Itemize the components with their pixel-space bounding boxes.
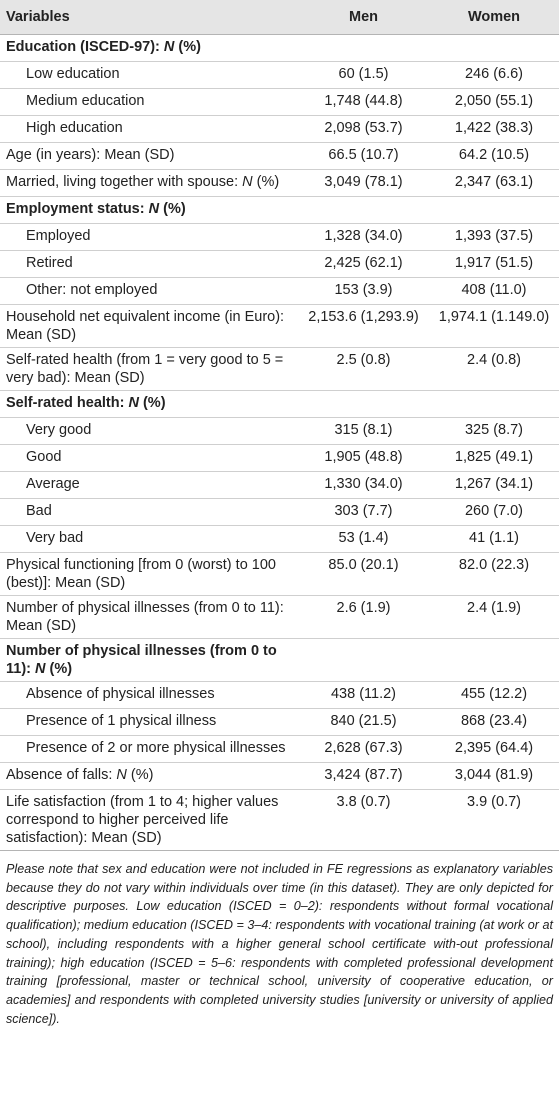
cell-women: 246 (6.6) — [429, 62, 559, 89]
row-label — [0, 736, 298, 763]
row-label-text: Life satisfaction (from 1 to 4; higher values correspond to higher perceived life satisfaction): Mean (SD) — [6, 794, 279, 846]
table-row — [0, 763, 559, 790]
row-label-italic: N — [116, 767, 127, 783]
row-label-text: Retired — [26, 255, 73, 271]
row-label-text: Self-rated health: — [6, 395, 129, 411]
cell-women: 408 (11.0) — [429, 278, 559, 305]
cell-men: 53 (1.4) — [298, 526, 429, 553]
table-row — [0, 709, 559, 736]
cell-men — [298, 197, 429, 224]
row-label — [0, 418, 298, 445]
cell-men — [298, 35, 429, 62]
cell-women — [429, 639, 559, 682]
cell-women: 3,044 (81.9) — [429, 763, 559, 790]
cell-women: 1,267 (34.1) — [429, 472, 559, 499]
cell-women: 1,393 (37.5) — [429, 224, 559, 251]
cell-women: 3.9 (0.7) — [429, 790, 559, 851]
row-label-suffix: (%) — [126, 767, 154, 783]
table-row — [0, 418, 559, 445]
row-label-suffix: (%) — [45, 661, 73, 677]
table-footnote: Please note that sex and education were not included in FE regressions as explanatory variables because they do not vary within individuals over time (in this dataset). They are only depicted for descriptive purposes. Low education (ISCED = 0–2): respondents without formal vocational qualification); medium education (ISCED = 3–4: respondents with vocational training (at work or at school), including respondents with a higher general school certificate with-out professional training); high education (ISCED = 5–6: respondents with completed professional development training [professional, master or technical school, university of cooperative education, or academies] and respondents with completed university studies [university or university of applied science]). — [6, 862, 553, 1026]
cell-men: 153 (3.9) — [298, 278, 429, 305]
row-label-text: Presence of 2 or more physical illnesses — [26, 740, 286, 756]
row-label — [0, 639, 298, 682]
table-row — [0, 526, 559, 553]
table-row — [0, 116, 559, 143]
section-row — [0, 639, 559, 682]
table-row — [0, 472, 559, 499]
row-label-text: Good — [26, 449, 62, 465]
cell-women: 455 (12.2) — [429, 682, 559, 709]
table-row — [0, 682, 559, 709]
row-label-text: Married, living together with spouse: — [6, 174, 243, 190]
row-label — [0, 472, 298, 499]
row-label — [0, 251, 298, 278]
cell-men: 3,049 (78.1) — [298, 170, 429, 197]
row-label — [0, 790, 298, 851]
table-row — [0, 790, 559, 851]
row-label-text: Physical functioning [from 0 (worst) to 100 (best)]: Mean (SD) — [6, 557, 276, 591]
cell-women: 64.2 (10.5) — [429, 143, 559, 170]
cell-men: 1,905 (48.8) — [298, 445, 429, 472]
row-label — [0, 89, 298, 116]
row-label — [0, 62, 298, 89]
header-men: Men — [298, 0, 429, 35]
table-row — [0, 251, 559, 278]
row-label — [0, 116, 298, 143]
table-row — [0, 736, 559, 763]
row-label — [0, 709, 298, 736]
table-row — [0, 348, 559, 391]
row-label — [0, 499, 298, 526]
table-row — [0, 553, 559, 596]
header-women: Women — [429, 0, 559, 35]
cell-women: 2,395 (64.4) — [429, 736, 559, 763]
cell-women: 1,825 (49.1) — [429, 445, 559, 472]
row-label-text: Bad — [26, 503, 52, 519]
row-label — [0, 143, 298, 170]
row-label — [0, 391, 298, 418]
header-variables: Variables — [0, 0, 298, 35]
cell-women: 2.4 (0.8) — [429, 348, 559, 391]
row-label — [0, 596, 298, 639]
cell-women — [429, 35, 559, 62]
cell-men: 840 (21.5) — [298, 709, 429, 736]
header-row — [0, 0, 559, 35]
row-label-text: Absence of physical illnesses — [26, 686, 215, 702]
row-label-text: Average — [26, 476, 80, 492]
cell-men: 2,628 (67.3) — [298, 736, 429, 763]
row-label-italic: N — [163, 39, 175, 55]
row-label-text: Other: not employed — [26, 282, 158, 298]
table-row — [0, 596, 559, 639]
section-row — [0, 35, 559, 62]
row-label — [0, 35, 298, 62]
cell-women: 1,974.1 (1.149.0) — [429, 305, 559, 348]
cell-women — [429, 391, 559, 418]
table-row — [0, 305, 559, 348]
row-label-italic: N — [35, 661, 46, 677]
row-label-italic: N — [148, 201, 160, 217]
row-label — [0, 526, 298, 553]
cell-women: 325 (8.7) — [429, 418, 559, 445]
row-label — [0, 170, 298, 197]
table-row — [0, 62, 559, 89]
row-label — [0, 763, 298, 790]
row-label — [0, 445, 298, 472]
cell-men — [298, 639, 429, 682]
table-row — [0, 445, 559, 472]
cell-men: 315 (8.1) — [298, 418, 429, 445]
row-label — [0, 305, 298, 348]
cell-men: 303 (7.7) — [298, 499, 429, 526]
cell-women: 1,917 (51.5) — [429, 251, 559, 278]
cell-women: 1,422 (38.3) — [429, 116, 559, 143]
cell-men: 438 (11.2) — [298, 682, 429, 709]
row-label-text: Very good — [26, 422, 92, 438]
row-label-text: Presence of 1 physical illness — [26, 713, 217, 729]
cell-men: 3.8 (0.7) — [298, 790, 429, 851]
row-label-text: Education (ISCED-97): — [6, 39, 164, 55]
table-row — [0, 89, 559, 116]
row-label-text: Number of physical illnesses (from 0 to 11): Mean (SD) — [6, 600, 284, 634]
cell-men — [298, 391, 429, 418]
row-label-text: Age (in years): Mean (SD) — [6, 147, 175, 163]
row-label-text: Household net equivalent income (in Euro): Mean (SD) — [6, 309, 285, 343]
section-row — [0, 197, 559, 224]
cell-men: 2.5 (0.8) — [298, 348, 429, 391]
cell-men: 66.5 (10.7) — [298, 143, 429, 170]
row-label-text: Employed — [26, 228, 91, 244]
row-label-text: Employment status: — [6, 201, 149, 217]
table-row — [0, 278, 559, 305]
table-row — [0, 170, 559, 197]
row-label-italic: N — [128, 395, 139, 411]
cell-men: 60 (1.5) — [298, 62, 429, 89]
cell-women — [429, 197, 559, 224]
row-label — [0, 197, 298, 224]
cell-men: 2,098 (53.7) — [298, 116, 429, 143]
cell-women: 41 (1.1) — [429, 526, 559, 553]
cell-women: 2,347 (63.1) — [429, 170, 559, 197]
cell-men: 3,424 (87.7) — [298, 763, 429, 790]
cell-men: 1,328 (34.0) — [298, 224, 429, 251]
cell-men: 1,330 (34.0) — [298, 472, 429, 499]
table-row — [0, 499, 559, 526]
row-label-text: Low education — [26, 66, 120, 82]
row-label-text: Very bad — [26, 530, 84, 546]
table-row — [0, 143, 559, 170]
cell-women: 2.4 (1.9) — [429, 596, 559, 639]
cell-men: 85.0 (20.1) — [298, 553, 429, 596]
cell-men: 2,425 (62.1) — [298, 251, 429, 278]
row-label-suffix: (%) — [138, 395, 166, 411]
cell-men: 2.6 (1.9) — [298, 596, 429, 639]
cell-women: 2,050 (55.1) — [429, 89, 559, 116]
cell-men: 1,748 (44.8) — [298, 89, 429, 116]
row-label — [0, 278, 298, 305]
row-label-text: Medium education — [26, 93, 145, 109]
row-label-text: Number of physical illnesses (from 0 to 11): — [6, 643, 277, 677]
row-label-suffix: (%) — [174, 39, 201, 55]
row-label-text: Self-rated health (from 1 = very good to 5 = very bad): Mean (SD) — [6, 352, 284, 386]
table-body — [0, 35, 559, 851]
cell-women: 868 (23.4) — [429, 709, 559, 736]
row-label-text: Absence of falls: — [6, 767, 117, 783]
row-label-italic: N — [242, 174, 253, 190]
row-label — [0, 682, 298, 709]
row-label-text: High education — [26, 120, 123, 136]
cell-women: 82.0 (22.3) — [429, 553, 559, 596]
section-row — [0, 391, 559, 418]
row-label-suffix: (%) — [159, 201, 186, 217]
table-row — [0, 224, 559, 251]
row-label — [0, 224, 298, 251]
cell-men: 2,153.6 (1,293.9) — [298, 305, 429, 348]
row-label-suffix: (%) — [252, 174, 280, 190]
cell-women: 260 (7.0) — [429, 499, 559, 526]
row-label — [0, 348, 298, 391]
table-header — [0, 0, 559, 35]
row-label — [0, 553, 298, 596]
